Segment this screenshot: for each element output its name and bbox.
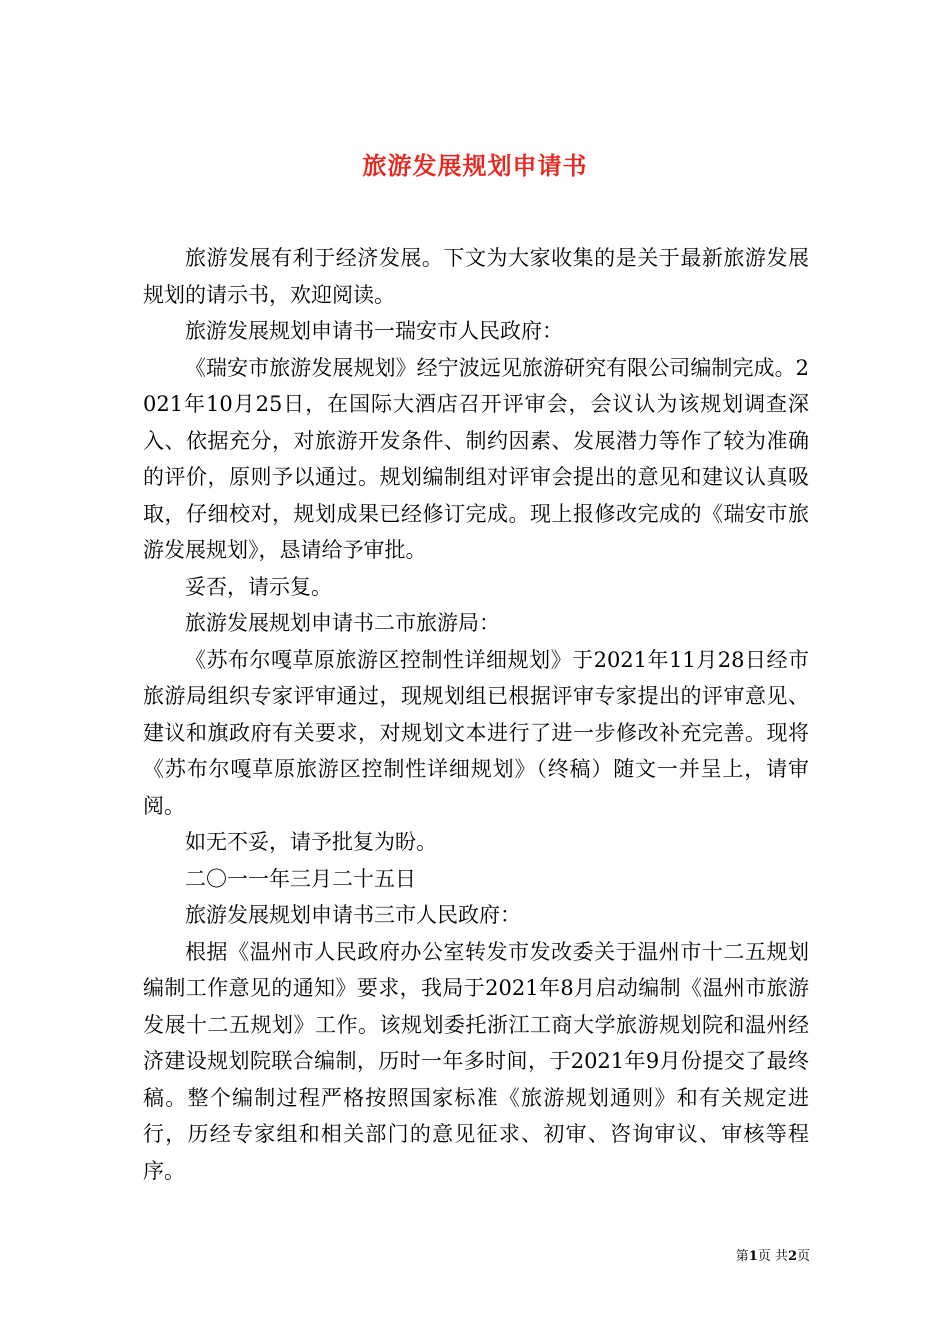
footer-prefix: 第 xyxy=(735,1249,749,1264)
paragraph-letter-two-heading: 旅游发展规划申请书二市旅游局： xyxy=(185,611,500,635)
paragraph-letter-three-body: 根据《温州市人民政府办公室转发市发改委关于温州市十二五规划编制工作意见的通知》要求，我局于2021年8月启动编制《温州市旅游发展十二五规划》工作。该规划委托浙江工商大学旅游规划院和温州经济建设规划院联合编制，历时一年多时间，于2021年9月份提交了最终稿。整个编制过程严格按照国家标准《旅游规划通则》和有关规定进行，历经专家组和相关部门的意见征求、初审、咨询审议、审核等程序。 xyxy=(143,939,809,1183)
paragraph-letter-two-closing: 如无不妥，请予批复为盼。 xyxy=(185,830,437,854)
footer-middle: 页 共 xyxy=(757,1249,788,1264)
paragraph-letter-one-heading: 旅游发展规划申请书一瑞安市人民政府： xyxy=(185,319,563,343)
paragraph-letter-three-heading: 旅游发展规划申请书三市人民政府： xyxy=(185,903,521,927)
paragraph-letter-one-body: 《瑞安市旅游发展规划》经宁波远见旅游研究有限公司编制完成。2021年10月25日，在国际大酒店召开评审会，会议认为该规划调查深入、依据充分，对旅游开发条件、制约因素、发展潜力等作了较为准确的评价，原则予以通过。规划编制组对评审会提出的意见和建议认真吸取，仔细校对，规划成果已经修订完成。现上报修改完成的《瑞安市旅游发展规划》，恳请给予审批。 xyxy=(143,355,809,562)
paragraph-letter-two-date: 二〇一一年三月二十五日 xyxy=(185,866,416,891)
paragraph-intro: 旅游发展有利于经济发展。下文为大家收集的是关于最新旅游发展规划的请示书，欢迎阅读。 xyxy=(143,246,809,307)
footer-total-pages: 2 xyxy=(787,1249,797,1264)
page-number-footer xyxy=(690,1248,810,1266)
footer-suffix: 页 xyxy=(796,1249,810,1264)
document-title: 旅游发展规划申请书 xyxy=(362,151,588,181)
paragraph-letter-one-closing: 妥否，请示复。 xyxy=(185,574,332,599)
paragraph-letter-two-body: 《苏布尔嘎草原旅游区控制性详细规划》于2021年11月28日经市旅游局组织专家评审通过，现规划组已根据评审专家提出的评审意见、建议和旗政府有关要求，对规划文本进行了进一步修改补充完善。现将《苏布尔嘎草原旅游区控制性详细规划》（终稿）随文一并呈上，请审阅。 xyxy=(143,647,809,818)
footer-current-page: 1 xyxy=(748,1249,758,1264)
document-body xyxy=(143,240,809,1189)
